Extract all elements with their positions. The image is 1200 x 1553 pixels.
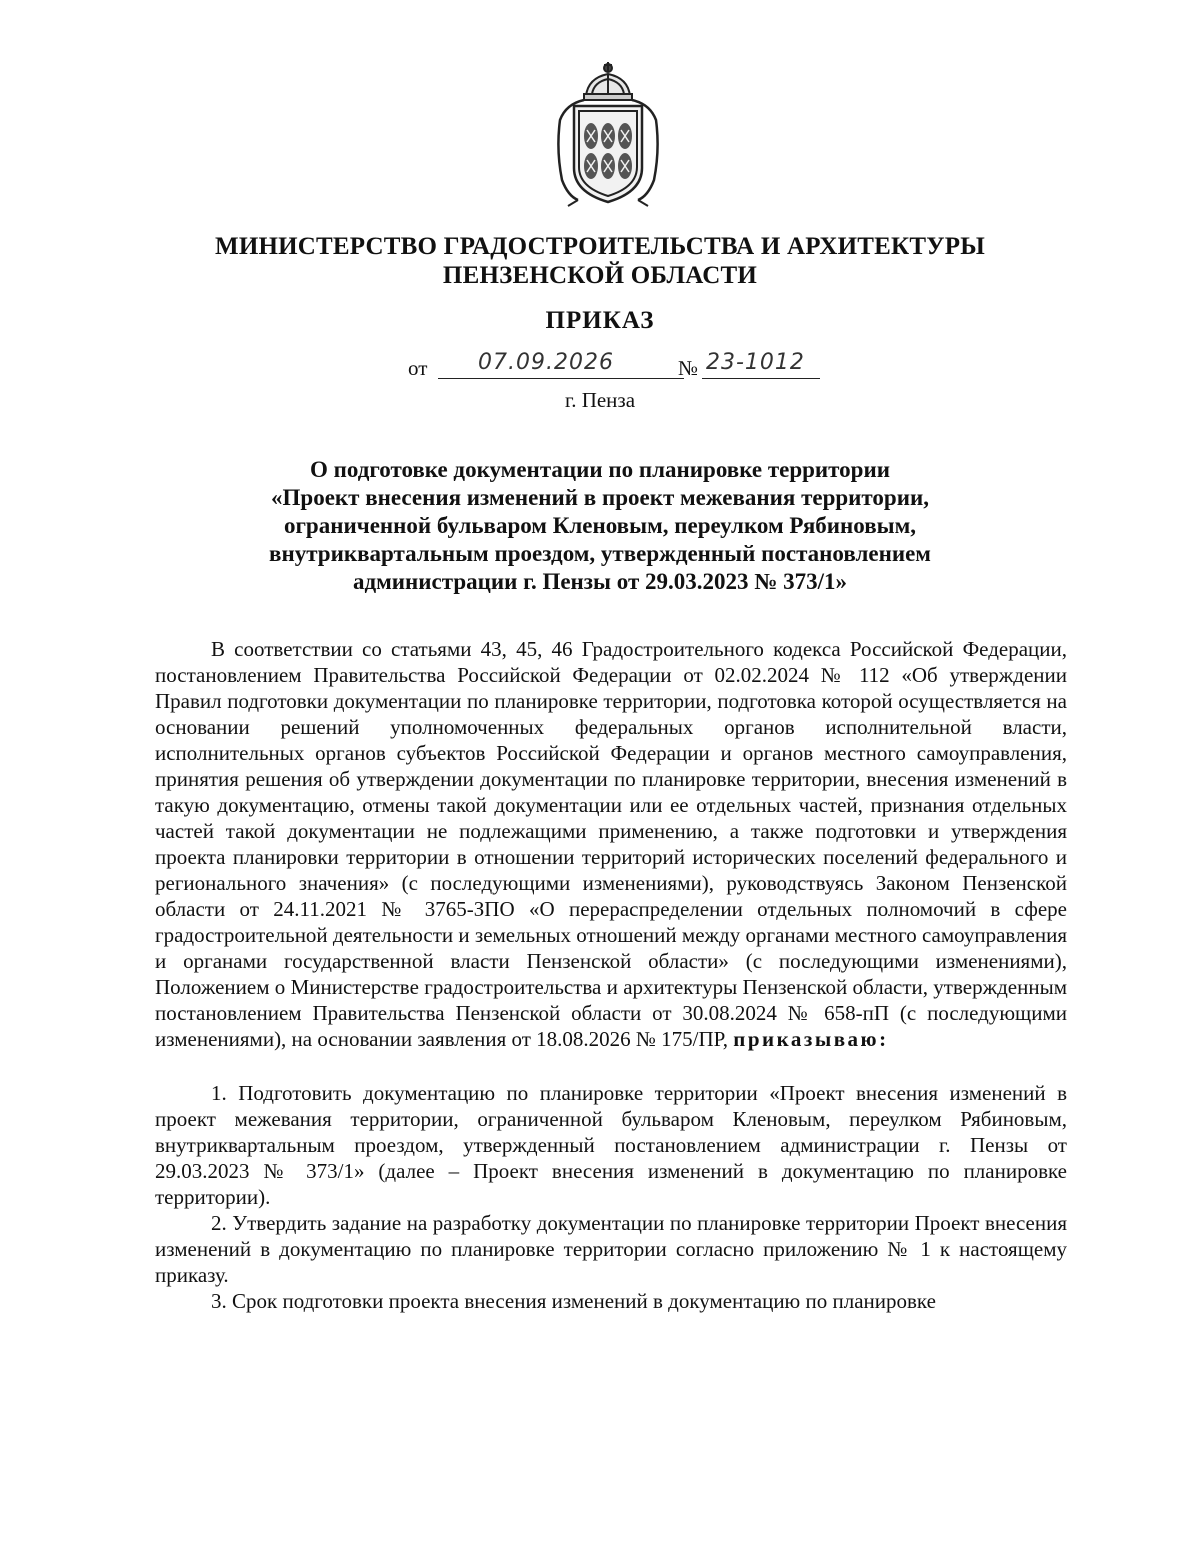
subject-line4: внутриквартальным проездом, утвержденный постановлением (269, 541, 931, 566)
preamble-paragraph (155, 636, 1067, 1052)
number-label: № (678, 356, 699, 380)
subject-line1: О подготовке документации по планировке территории (310, 457, 890, 482)
number-underline (702, 378, 820, 379)
handwritten-number: 23-1012 (706, 350, 805, 375)
order-word: приказываю: (733, 1027, 889, 1051)
handwritten-date: 07.09.2026 (478, 350, 614, 375)
coat-of-arms-emblem (548, 60, 668, 208)
ministry-name-line1: МИНИСТЕРСТВО ГРАДОСТРОИТЕЛЬСТВА И АРХИТЕКТУРЫ (215, 233, 985, 260)
order-subject (0, 456, 1200, 596)
preamble-text: В соответствии со статьями 43, 45, 46 Градостроительного кодекса Российской Федерации, постановлением Правительства Российской Федерации от 02.02.2024 № 112 «Об утверждении Правил подготовки документации по планировке территории, подготовка которой осуществляется на основании решений уполномоченных федеральных органов исполнительной власти, исполнительных органов субъектов Российской Федерации и органов местного самоуправления, принятия решения об утверждении документации по планировке территории, внесения изменений в такую документацию, отмены такой документации или ее отдельных частей, признания отдельных частей такой документации не подлежащими применению, а также подготовки и утверждения проекта планировки территории в отношении территорий исторических поселений федерального и регионального значения» (с последующими изменениями), руководствуясь Законом Пензенской области от 24.11.2021 № 3765-ЗПО «О перераспределении отдельных полномочий в сфере градостроительной деятельности и земельных отношений между органами местного самоуправления и органами государственной власти Пензенской области» (с последующими изменениями), Положением о Министерстве градостроительства и архитектуры Пензенской области, утвержденным постановлением Правительства Пензенской области от 30.08.2024 № 658-пП (с последующими изменениями), на основании заявления от 18.08.2026 № 175/ПР, (155, 637, 1067, 1051)
subject-line2: «Проект внесения изменений в проект межевания территории, (271, 485, 929, 510)
date-underline (438, 378, 684, 379)
order-item-2: 2. Утвердить задание на разработку документации по планировке территории Проект внесения изменений в документацию по планировке территории согласно приложению № 1 к настоящему приказу. (155, 1211, 1067, 1287)
order-item-1: 1. Подготовить документацию по планировке территории «Проект внесения изменений в проект межевания территории, ограниченной бульваром Кленовым, переулком Рябиновым, внутриквартальным проездом, утвержденный постановлением администрации г. Пензы от 29.03.2023 № 373/1» (далее – Проект внесения изменений в документацию по планировке территории). (155, 1081, 1067, 1209)
subject-line3: ограниченной бульваром Кленовым, переулком Рябиновым, (283, 513, 917, 538)
city-name: г. Пенза (564, 388, 636, 412)
order-item-3: 3. Срок подготовки проекта внесения изменений в документацию по планировке (211, 1289, 936, 1313)
document-type: ПРИКАЗ (545, 307, 655, 334)
ministry-name-line2: ПЕНЗЕНСКОЙ ОБЛАСТИ (442, 262, 758, 289)
from-label: от (408, 356, 428, 380)
ministry-name (0, 232, 1200, 290)
document-body (155, 636, 1067, 1314)
subject-line5: администрации г. Пензы от 29.03.2023 № 373/1» (352, 569, 848, 594)
